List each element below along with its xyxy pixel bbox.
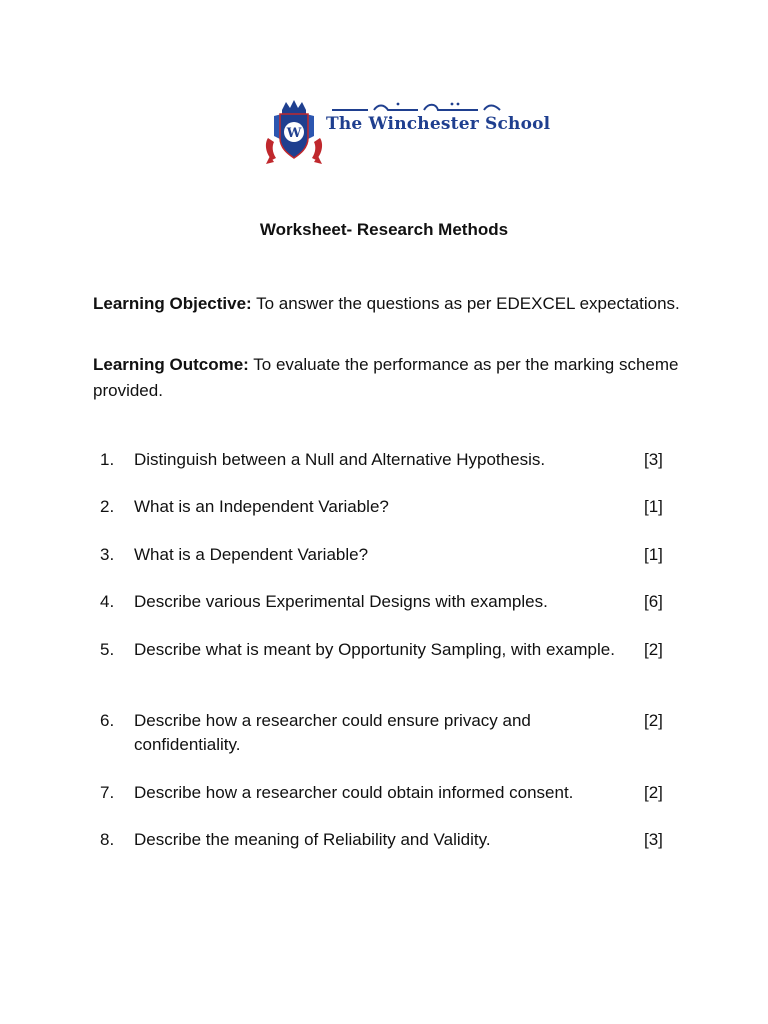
question-marks: [2] xyxy=(644,783,663,802)
question-marks: [2] xyxy=(644,711,663,730)
question-marks: [6] xyxy=(644,592,663,611)
question-marks: [1] xyxy=(644,545,663,564)
question-number: 3. xyxy=(100,545,115,564)
question-text: Describe how a researcher could obtain informed consent. xyxy=(134,783,574,802)
question-number: 2. xyxy=(100,497,115,516)
question-number: 4. xyxy=(100,592,115,611)
learning-outcome xyxy=(93,352,683,404)
question-number: 6. xyxy=(100,711,115,730)
question-marks: [1] xyxy=(644,497,663,516)
learning-outcome-text: To evaluate the performance as per the marking scheme provided. xyxy=(93,355,679,400)
learning-outcome-label: Learning Outcome: xyxy=(93,355,249,374)
arabic-script-mark xyxy=(328,100,504,114)
school-logo xyxy=(264,100,551,166)
question-marks: [2] xyxy=(644,640,663,659)
question-number: 1. xyxy=(100,450,115,469)
learning-objective xyxy=(93,291,683,317)
worksheet-title: Worksheet- Research Methods xyxy=(259,220,509,239)
question-number: 5. xyxy=(100,640,115,659)
school-name: The Winchester School xyxy=(326,114,551,134)
learning-objective-text: To answer the questions as per EDEXCEL expectations. xyxy=(251,294,680,313)
question-text: Describe the meaning of Reliability and Validity. xyxy=(134,830,491,849)
crest-letter: W xyxy=(286,126,302,141)
question-text: What is an Independent Variable? xyxy=(134,497,389,516)
question-text: Distinguish between a Null and Alternative Hypothesis. xyxy=(134,450,546,469)
question-marks: [3] xyxy=(644,450,663,469)
question-text: Describe various Experimental Designs with examples. xyxy=(134,592,548,611)
question-number: 8. xyxy=(100,830,115,849)
question-text: Describe how a researcher could ensure privacy and confidentiality. xyxy=(134,711,531,754)
question-number: 7. xyxy=(100,783,115,802)
question-text: What is a Dependent Variable? xyxy=(134,545,369,564)
crest-icon xyxy=(264,100,324,166)
question-text: Describe what is meant by Opportunity Sampling, with example. xyxy=(134,640,615,659)
learning-objective-label: Learning Objective: xyxy=(93,294,252,313)
question-marks: [3] xyxy=(644,830,663,849)
